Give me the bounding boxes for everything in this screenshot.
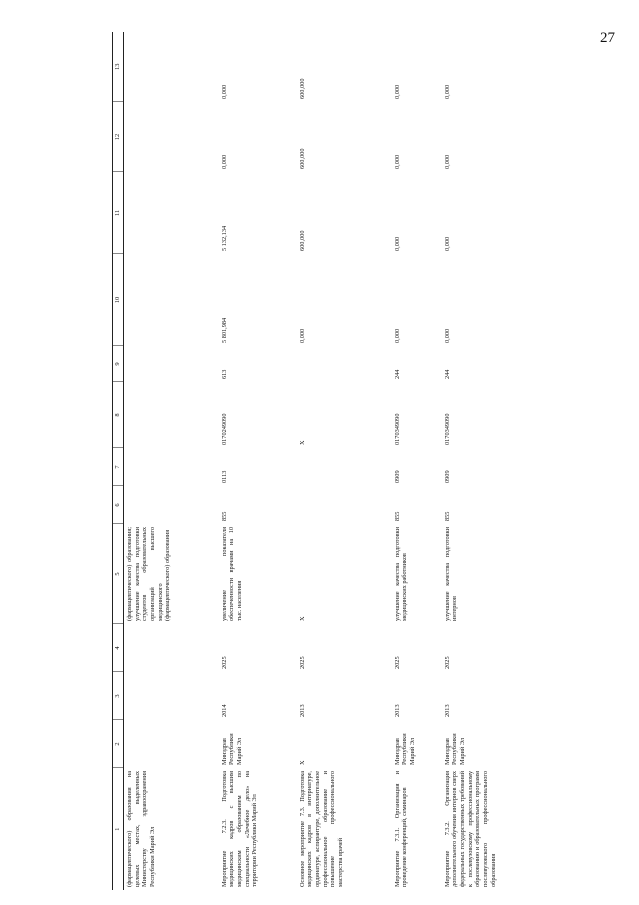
header-row bbox=[113, 32, 124, 890]
section-cell bbox=[297, 448, 392, 486]
expense-type-cell: 613 bbox=[220, 369, 228, 379]
event-name-cell: Мероприятие 7.2.3. Подготовка медицинских кадров с высшим медицинским образованием по специальности «Лечебное дело» на территории Республики Марий Эл bbox=[220, 771, 259, 887]
page-number: 27 bbox=[600, 30, 615, 46]
amount-cell: 0,000 bbox=[443, 328, 451, 343]
table-row bbox=[297, 32, 392, 890]
expense-type-cell bbox=[124, 346, 219, 382]
section-cell: 0909 bbox=[443, 470, 451, 483]
target-article-cell bbox=[124, 382, 219, 448]
section-cell bbox=[124, 448, 219, 486]
section-cell: 0909 bbox=[393, 470, 401, 483]
amount-cell: 0,000 bbox=[443, 236, 451, 251]
expected-result-cell: увеличение показателя обеспеченности врачами на 10 тыс. населения bbox=[220, 527, 243, 621]
col-header-5: 5 bbox=[113, 524, 124, 624]
expected-result-cell: X bbox=[298, 616, 306, 621]
target-article-cell: X bbox=[298, 440, 306, 445]
end-year-cell bbox=[124, 624, 219, 672]
amount-cell: 0,000 bbox=[443, 84, 451, 99]
program-table bbox=[112, 32, 532, 890]
amount-cell: 0,000 bbox=[220, 84, 228, 99]
col-header-13: 13 bbox=[113, 32, 124, 102]
col-header-2: 2 bbox=[113, 720, 124, 768]
amount-cell: 0,000 bbox=[220, 154, 228, 169]
amount-cell: 600,000 bbox=[298, 230, 306, 251]
expense-type-cell bbox=[297, 346, 392, 382]
target-article-cell: 0170349090 bbox=[443, 413, 451, 445]
end-year-cell: 2025 bbox=[298, 656, 306, 669]
col-header-1: 1 bbox=[113, 768, 124, 890]
code-cell: 855 bbox=[220, 511, 228, 521]
table-row bbox=[124, 32, 219, 890]
col-header-3: 3 bbox=[113, 672, 124, 720]
start-year-cell: 2013 bbox=[443, 704, 451, 717]
col-header-8: 8 bbox=[113, 382, 124, 448]
executor-cell: X bbox=[298, 760, 306, 765]
amount-cell bbox=[124, 254, 219, 346]
executor-cell: Минздрав Республики Марий Эл bbox=[220, 733, 243, 765]
section-cell: 0113 bbox=[220, 470, 228, 483]
table-row bbox=[442, 32, 532, 890]
amount-cell: 0,000 bbox=[443, 154, 451, 169]
expected-result-cell: (фармацевтического) образования; улучшение качества подготовки студентов образовательных организаций высшего медицинского (фармацевтического) образования bbox=[126, 527, 172, 621]
col-header-6: 6 bbox=[113, 486, 124, 524]
rotated-page bbox=[112, 32, 532, 890]
executor-cell bbox=[124, 720, 219, 768]
amount-cell: 0,000 bbox=[393, 84, 401, 99]
executor-cell: Минздрав Республики Марий Эл bbox=[393, 733, 416, 765]
col-header-12: 12 bbox=[113, 102, 124, 172]
amount-cell: 600,000 bbox=[298, 78, 306, 99]
code-cell: 855 bbox=[443, 511, 451, 521]
table-row bbox=[219, 32, 297, 890]
event-name-cell: Основное мероприятие 7.3. Подготовка медицинских кадров в интернатуре, ординатуре, аспирантуре, дополнительное профессиональное образование и повышение профессионального мастерства врачей bbox=[298, 771, 344, 887]
amount-cell: 5 132,134 bbox=[220, 225, 228, 251]
amount-cell: 0,000 bbox=[298, 328, 306, 343]
code-cell bbox=[297, 486, 392, 524]
col-header-7: 7 bbox=[113, 448, 124, 486]
amount-cell bbox=[124, 102, 219, 172]
end-year-cell: 2025 bbox=[220, 656, 228, 669]
start-year-cell: 2013 bbox=[393, 704, 401, 717]
expense-type-cell: 244 bbox=[393, 369, 401, 379]
expense-type-cell: 244 bbox=[443, 369, 451, 379]
amount-cell bbox=[124, 32, 219, 102]
amount-cell: 0,000 bbox=[393, 236, 401, 251]
amount-cell bbox=[124, 172, 219, 254]
start-year-cell: 2013 bbox=[298, 704, 306, 717]
target-article-cell: 0170349090 bbox=[393, 413, 401, 445]
table-container bbox=[112, 32, 532, 890]
start-year-cell: 2014 bbox=[220, 704, 228, 717]
event-name-cell: Мероприятие 7.3.2. Организация дополнительного обучения интернов сверх федеральных государственных требований к послевузовскому профессиональному образованию и образовательных программ послевузовского профессионального образования bbox=[443, 771, 497, 887]
col-header-4: 4 bbox=[113, 624, 124, 672]
target-article-cell: 0170249090 bbox=[220, 413, 228, 445]
amount-cell: 600,000 bbox=[298, 148, 306, 169]
col-header-9: 9 bbox=[113, 346, 124, 382]
col-header-10: 10 bbox=[113, 254, 124, 346]
event-name-cell: (фармацевтического) образования на целевых местах, выделенных Министерству здравоохранения Республики Марий Эл bbox=[126, 771, 157, 887]
start-year-cell bbox=[124, 672, 219, 720]
amount-cell: 0,000 bbox=[393, 328, 401, 343]
amount-cell: 5 801,984 bbox=[220, 317, 228, 343]
expected-result-cell: улучшение качества подготовки медицинских работников bbox=[393, 527, 409, 621]
end-year-cell: 2025 bbox=[443, 656, 451, 669]
code-cell bbox=[124, 486, 219, 524]
executor-cell: Минздрав Республики Марий Эл bbox=[443, 733, 466, 765]
event-name-cell: Мероприятие 7.3.1. Организация и проведение конференций, семинаров bbox=[393, 771, 409, 887]
end-year-cell: 2025 bbox=[393, 656, 401, 669]
amount-cell: 0,000 bbox=[393, 154, 401, 169]
code-cell: 855 bbox=[393, 511, 401, 521]
table-row bbox=[392, 32, 442, 890]
expected-result-cell: улучшение качества подготовки интернов bbox=[443, 527, 459, 621]
col-header-11: 11 bbox=[113, 172, 124, 254]
